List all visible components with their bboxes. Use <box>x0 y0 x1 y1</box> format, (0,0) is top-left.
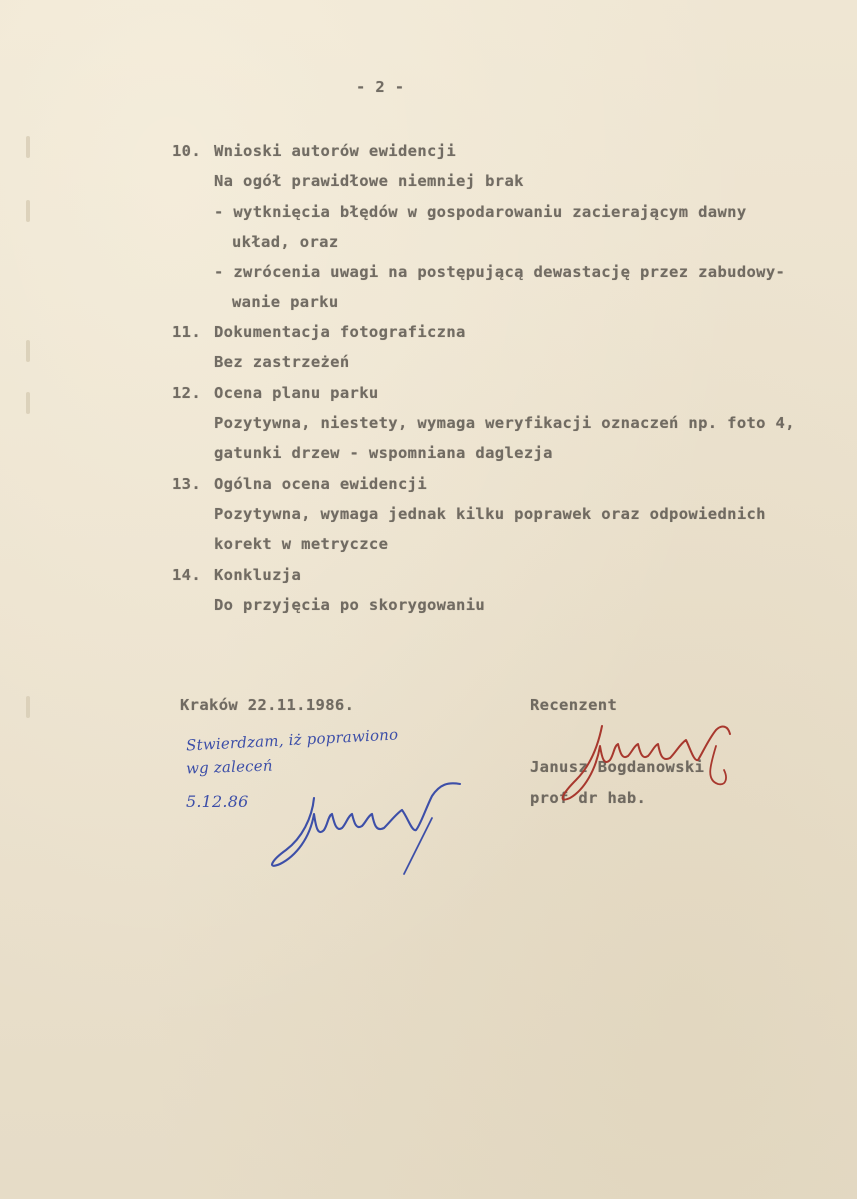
item-11-number: 11. <box>172 323 202 341</box>
item-11-line: Bez zastrzeżeń <box>214 353 350 371</box>
item-13-line: korekt w metryczce <box>214 535 389 553</box>
item-12-line: gatunki drzew - wspomniana daglezja <box>214 444 553 462</box>
item-10-line: układ, oraz <box>232 233 339 251</box>
item-10-line: Na ogół prawidłowe niemniej brak <box>214 172 524 190</box>
handwritten-note-line2: wg zaleceń <box>185 756 273 778</box>
item-13-title: Ogólna ocena ewidencji <box>214 475 427 493</box>
reviewer-name: Janusz Bogdanowski <box>530 758 705 776</box>
item-12-line: Pozytywna, niestety, wymaga weryfikacji oznaczeń np. foto 4, <box>214 414 795 432</box>
item-11-title: Dokumentacja fotograficzna <box>214 323 466 341</box>
item-13-number: 13. <box>172 475 202 493</box>
item-14-line: Do przyjęcia po skorygowaniu <box>214 596 486 614</box>
item-10-line: wanie parku <box>232 293 339 311</box>
item-10-title: Wnioski autorów ewidencji <box>214 142 457 160</box>
item-12-number: 12. <box>172 384 202 402</box>
item-13-line: Pozytywna, wymaga jednak kilku poprawek oraz odpowiednich <box>214 505 766 523</box>
binding-holes <box>26 0 36 1199</box>
item-14-number: 14. <box>172 566 202 584</box>
item-10-line: - wytknięcia błędów w gospodarowaniu zacierającym dawny <box>214 203 747 221</box>
handwritten-note-date: 5.12.86 <box>186 792 249 811</box>
red-signature <box>540 706 740 816</box>
item-14-title: Konkluzja <box>214 566 302 584</box>
handwritten-note-line1: Stwierdzam, iż poprawiono <box>185 725 399 755</box>
blue-signature <box>262 778 472 878</box>
place-date: Kraków 22.11.1986. <box>180 696 355 714</box>
page-number: - 2 - <box>356 78 405 96</box>
item-10-line: - zwrócenia uwagi na postępującą dewastację przez zabudowy- <box>214 263 786 281</box>
item-12-title: Ocena planu parku <box>214 384 379 402</box>
item-10-number: 10. <box>172 142 202 160</box>
reviewer-label: Recenzent <box>530 696 618 714</box>
reviewer-title: prof dr hab. <box>530 789 647 807</box>
